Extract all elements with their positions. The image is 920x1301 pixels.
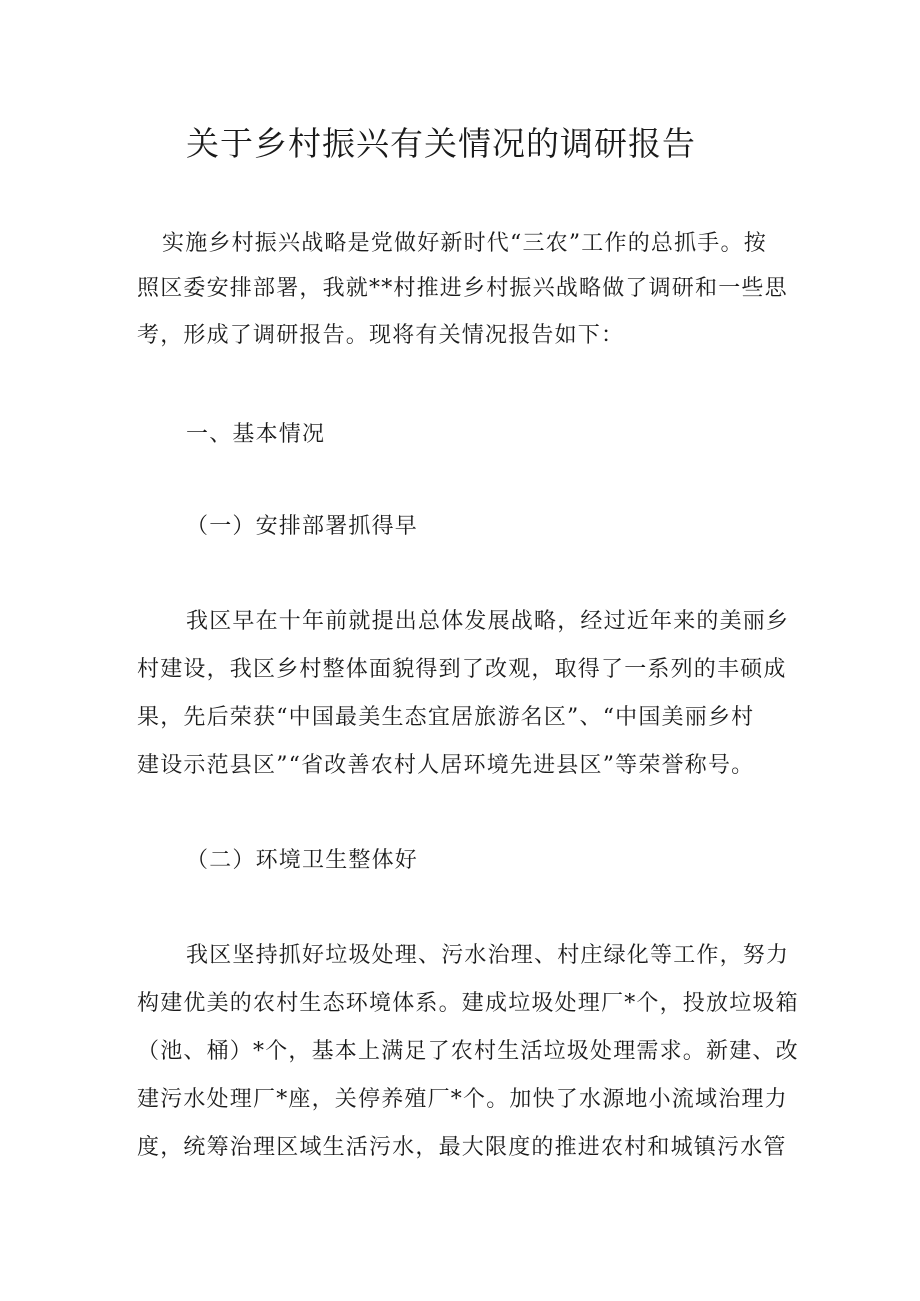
document-title: 关于乡村振兴有关情况的调研报告 — [186, 124, 696, 163]
paragraph-line: 建污水处理厂*座，关停养殖厂*个。加快了水源地小流域治理力 — [137, 1087, 788, 1112]
subsection-heading: （二）环境卫生整体好 — [186, 848, 419, 873]
paragraph-line: 村建设，我区乡村整体面貌得到了改观，取得了一系列的丰硕成 — [137, 657, 787, 682]
paragraph-line: 构建优美的农村生态环境体系。建成垃圾处理厂*个，投放垃圾箱 — [137, 991, 799, 1016]
paragraph-line: 建设示范县区”“省改善农村人居环境先进县区”等荣誉称号。 — [137, 753, 755, 778]
paragraph-line: 我区坚持抓好垃圾处理、污水治理、村庄绿化等工作，努力 — [186, 943, 790, 968]
section-heading: 一、基本情况 — [186, 422, 326, 447]
intro-line: 照区委安排部署，我就**村推进乡村振兴战略做了调研和一些思 — [137, 276, 788, 301]
paragraph-line: 果，先后荣获“中国最美生态宜居旅游名区”、“中国美丽乡村 — [137, 705, 755, 730]
subsection-heading: （一）安排部署抓得早 — [186, 514, 419, 539]
paragraph-line: 我区早在十年前就提出总体发展战略，经过近年来的美丽乡 — [186, 609, 790, 634]
paragraph-line: （池、桶）*个，基本上满足了农村生活垃圾处理需求。新建、改 — [137, 1039, 799, 1064]
intro-line: 考，形成了调研报告。现将有关情况报告如下： — [137, 323, 625, 348]
paragraph-line: 度，统筹治理区域生活污水，最大限度的推进农村和城镇污水管 — [137, 1135, 787, 1160]
intro-line: 实施乡村振兴战略是党做好新时代“三农”工作的总抓手。按 — [162, 231, 767, 256]
